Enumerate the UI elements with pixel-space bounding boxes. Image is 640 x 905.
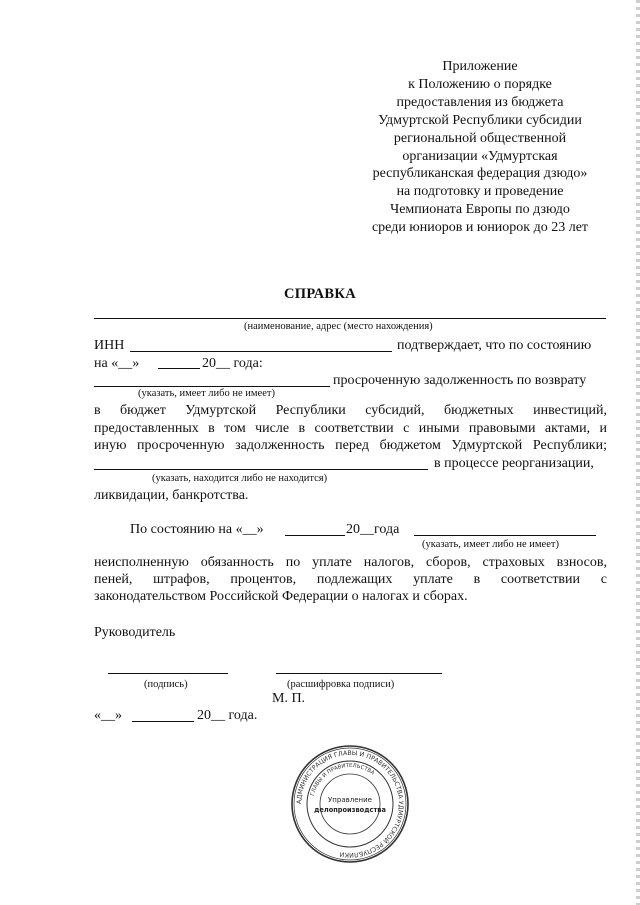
as-of-caption: (указать, имеет либо не имеет)	[422, 539, 559, 550]
as-of-fill-line	[414, 535, 596, 536]
date-month-line	[158, 368, 200, 369]
stamp-center-line1: Управление	[328, 796, 372, 804]
debt-fill-line	[94, 386, 330, 387]
org-caption: (наименование, адрес (место нахождения)	[244, 321, 433, 332]
appendix-line: к Положению о порядке	[408, 76, 552, 92]
debt-caption: (указать, имеет либо не имеет)	[138, 388, 275, 399]
bottom-date-prefix: «__»	[94, 708, 122, 723]
bottom-date-line	[132, 721, 194, 722]
appendix-line: среди юниоров и юниорок до 23 лет	[371, 220, 589, 236]
appendix-line: на подготовку и проведение	[396, 184, 564, 200]
scan-edge	[636, 0, 640, 905]
inn-line	[130, 351, 392, 352]
confirms-text: подтверждает, что по состоянию	[397, 338, 592, 353]
date-year: 20__ года:	[202, 356, 263, 371]
decode-caption: (расшифровка подписи)	[287, 679, 395, 690]
appendix-header	[362, 58, 598, 237]
inn-label: ИНН	[94, 338, 125, 353]
head-label: Руководитель	[94, 625, 176, 640]
seal-mark: М. П.	[272, 691, 306, 706]
stamp-inner-text: ГЛАВЫ И ПРАВИТЕЛЬСТВА	[309, 762, 376, 797]
para2-line: пеней, штрафов, процентов, подлежащих уплате в соответствии с	[94, 572, 607, 587]
reorg-fill-line	[94, 469, 428, 470]
official-stamp	[290, 744, 410, 864]
as-of-year: 20__года	[346, 522, 400, 537]
reorg-text: в процессе реорганизации,	[434, 456, 594, 471]
para2-line: законодательством Российской Федерации о налогах и сборах.	[94, 589, 468, 604]
decode-line	[276, 673, 442, 674]
appendix-line: Чемпионата Европы по дзюдо	[390, 202, 570, 218]
para1-line: предоставленных в том числе в соответствии с иными правовыми актами, и	[94, 421, 607, 436]
signature-caption: (подпись)	[144, 679, 188, 690]
reorg-caption: (указать, находится либо не находится)	[152, 473, 328, 484]
appendix-line: организации «Удмуртская	[402, 148, 558, 164]
appendix-line: Приложение	[442, 59, 518, 74]
appendix-line: предоставления из бюджета	[396, 94, 564, 110]
document-title: СПРАВКА	[284, 286, 356, 302]
date-prefix: на «__»	[94, 356, 140, 371]
as-of-prefix: По состоянию на «__»	[130, 522, 264, 537]
bottom-date-year: 20__ года.	[197, 708, 258, 723]
appendix-line: региональной общественной	[393, 130, 567, 146]
appendix-line: Удмуртской Республики субсидии	[378, 112, 582, 128]
stamp-center-line2: делопроизводства	[314, 806, 386, 814]
signature-line	[108, 673, 228, 674]
para1-line: в бюджет Удмуртской Республики субсидий, бюджетных инвестиций,	[94, 403, 607, 418]
reorg-continued: ликвидации, банкротства.	[94, 488, 249, 503]
para1-line: иную просроченную задолженность перед бюджетом Удмуртской Республики;	[94, 438, 607, 453]
stamp-outer-text: АДМИНИСТРАЦИЯ ГЛАВЫ И ПРАВИТЕЛЬСТВА УДМУРТСКОЙ РЕСПУБЛИКИ	[295, 749, 405, 859]
org-name-line	[94, 318, 606, 319]
appendix-line: республиканская федерация дзюдо»	[372, 166, 588, 182]
para2-line: неисполненную обязанность по уплате налогов, сборов, страховых взносов,	[94, 555, 607, 570]
as-of-month-line	[285, 535, 345, 536]
debt-text: просроченную задолженность по возврату	[333, 373, 587, 388]
